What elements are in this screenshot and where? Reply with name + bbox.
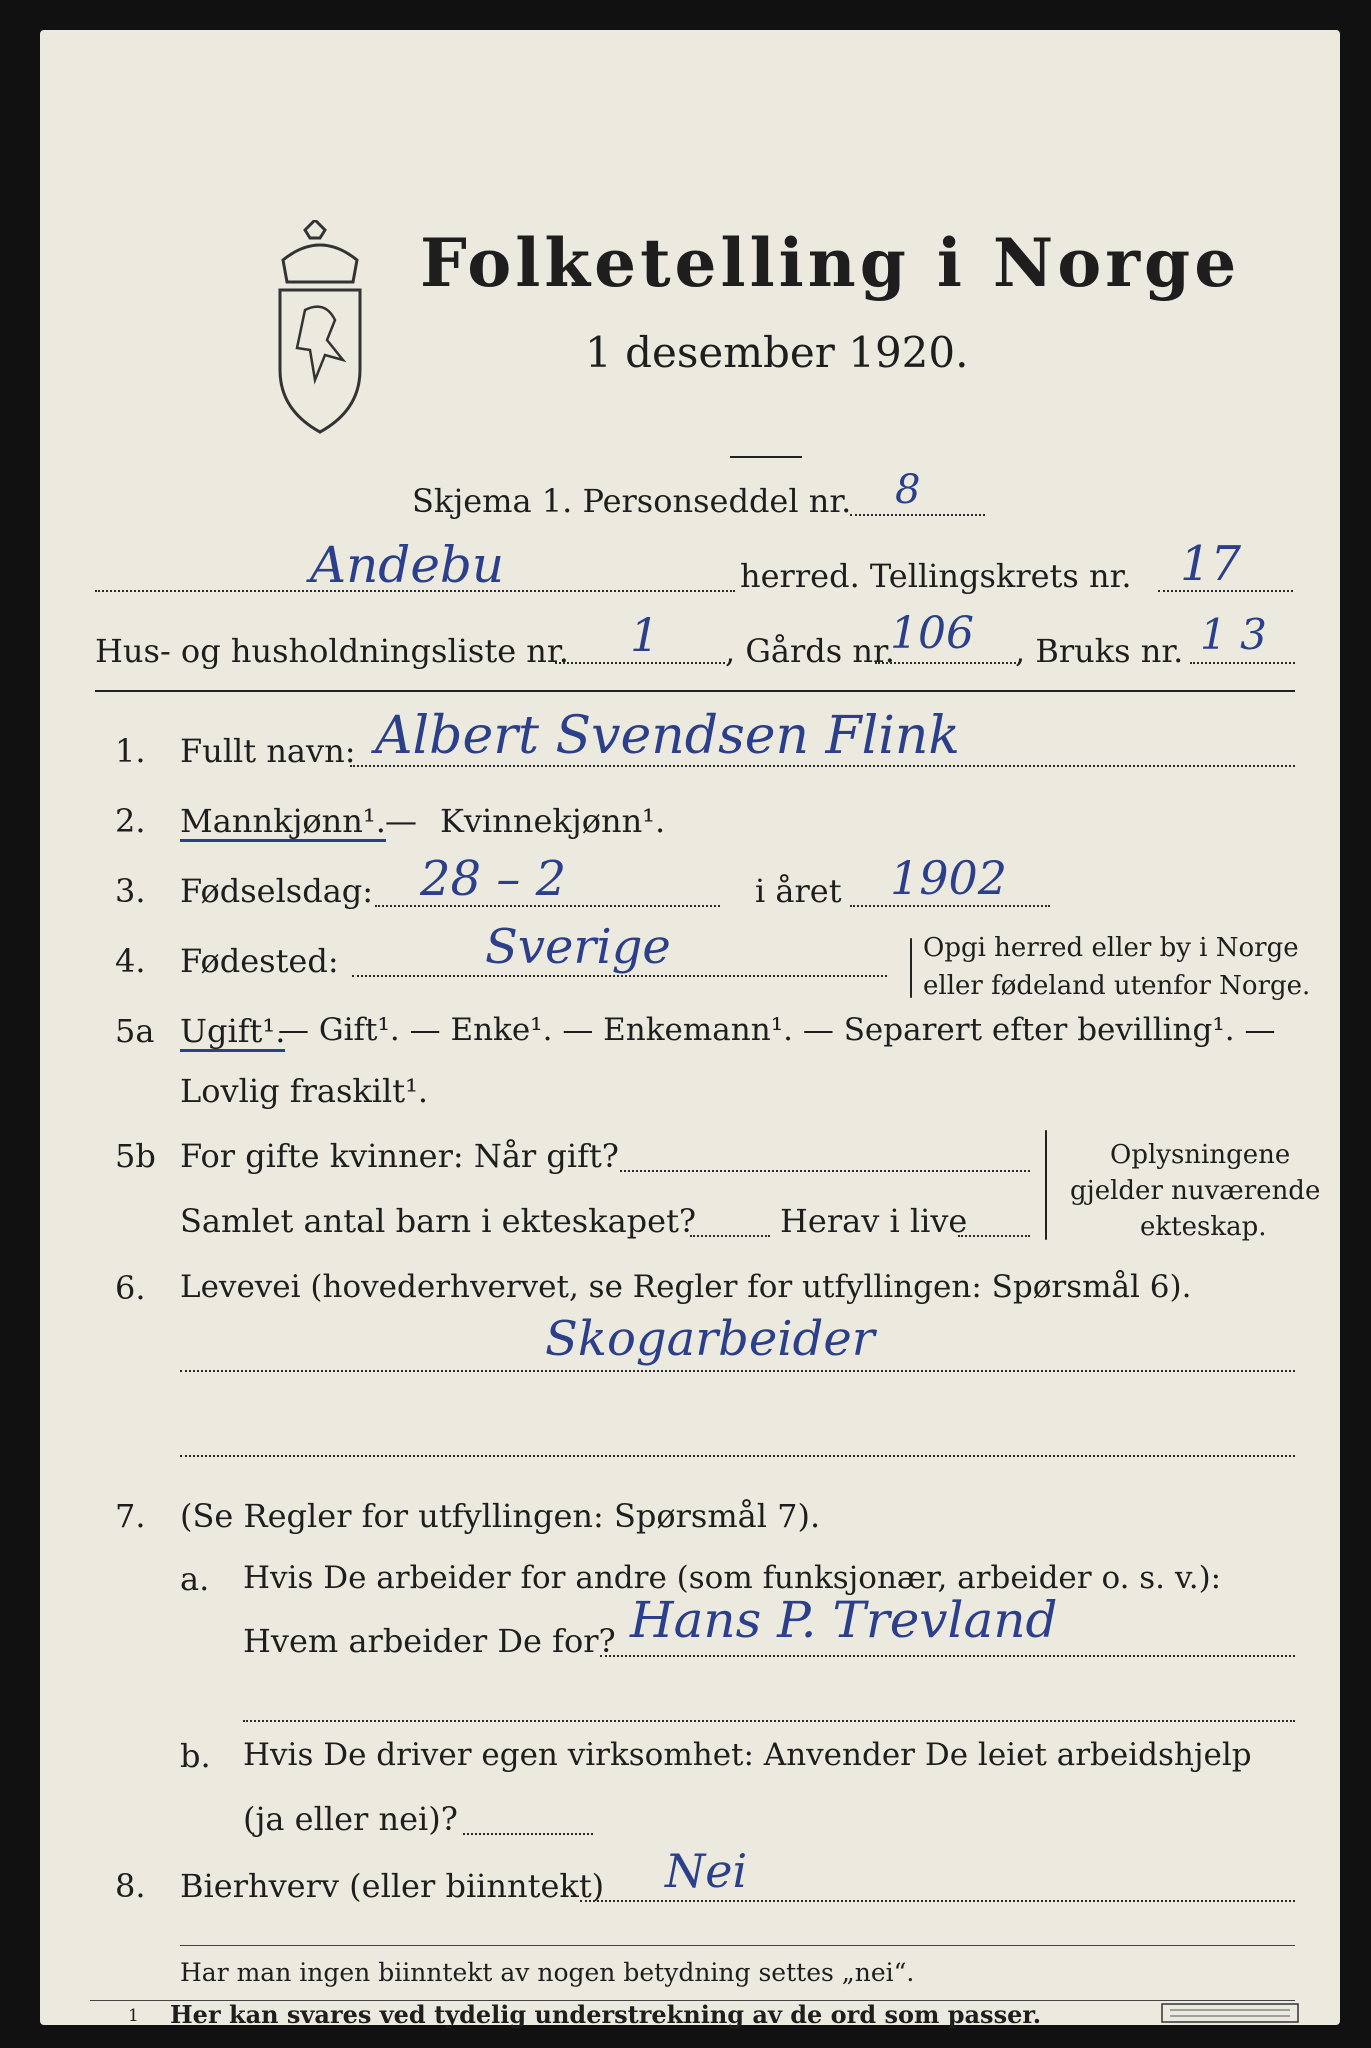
household-list-label: Hus- og husholdningsliste nr.	[95, 632, 569, 670]
bruks-label: , Bruks nr.	[1015, 632, 1184, 670]
schema-number-value: 8	[895, 467, 921, 513]
q5a-ugift: Ugift¹.	[180, 1012, 286, 1050]
q7-label: (Se Regler for utfyllingen: Spørsmål 7).	[180, 1497, 821, 1535]
q7a-question: Hvem arbeider De for?	[243, 1622, 616, 1660]
q7b-question: (ja eller nei)?	[243, 1800, 458, 1838]
household-list-field	[555, 662, 725, 664]
q6-field	[180, 1370, 1295, 1372]
footnote-mark: 1	[128, 2006, 139, 2026]
q5b-number: 5b	[115, 1137, 156, 1175]
q7-number: 7.	[115, 1497, 146, 1535]
household-list-value: 1	[630, 608, 660, 662]
q6-value: Skogarbeider	[545, 1311, 875, 1367]
bruks-field	[1190, 662, 1295, 664]
q3-label: Fødselsdag:	[180, 872, 374, 910]
q3-number: 3.	[115, 872, 146, 910]
q4-value: Sverige	[485, 919, 671, 975]
q4-field	[352, 975, 887, 977]
q5b-married-field	[620, 1170, 1030, 1172]
coat-of-arms-icon	[265, 220, 375, 440]
q2-separator: —	[385, 802, 417, 840]
schema-label: Skjema 1. Personseddel nr.	[412, 482, 852, 520]
q7a-field	[600, 1655, 1295, 1657]
q7a-value: Hans P. Trevland	[630, 1591, 1058, 1649]
q2-male: Mannkjønn¹.	[180, 802, 386, 840]
q5a-number: 5a	[115, 1012, 155, 1050]
census-form	[40, 30, 1340, 2029]
q8-value: Nei	[665, 1844, 748, 1898]
q5b-note-line1: Oplysningene	[1110, 1140, 1291, 1170]
q4-note-line2: eller fødeland utenfor Norge.	[923, 971, 1311, 1001]
herred-value: Andebu	[310, 536, 505, 594]
bruks-value: 1 3	[1200, 610, 1267, 659]
q7b-text: Hvis De driver egen virksomhet: Anvender De leiet arbeidshjelp	[243, 1737, 1252, 1773]
title-rule	[730, 456, 802, 458]
q1-label: Fullt navn:	[180, 732, 356, 770]
q8-number: 8.	[115, 1867, 146, 1905]
footer-note: Har man ingen biinntekt av nogen betydning settes „nei“.	[180, 1958, 915, 1987]
q4-brace	[910, 938, 912, 998]
q6-field-line2	[180, 1455, 1295, 1457]
q5b-children-label: Samlet antal barn i ekteskapet?	[180, 1202, 697, 1240]
q7a-letter: a.	[180, 1560, 210, 1598]
q1-number: 1.	[115, 732, 146, 770]
q5b-note-line2: gjelder nuværende	[1070, 1176, 1321, 1206]
q7b-field	[463, 1833, 593, 1835]
footer-rule	[180, 1945, 1295, 1946]
form-title: Folketelling i Norge	[420, 224, 1241, 302]
q3-date-value: 28 – 2	[420, 851, 567, 907]
q7b-letter: b.	[180, 1737, 211, 1775]
q3-year-field	[850, 905, 1050, 907]
schema-number-field	[850, 514, 985, 516]
q5a-line2: Lovlig fraskilt¹.	[180, 1072, 429, 1110]
q5b-children-field	[690, 1235, 770, 1237]
q4-number: 4.	[115, 942, 146, 980]
q2-number: 2.	[115, 802, 146, 840]
q6-number: 6.	[115, 1269, 146, 1307]
q1-value: Albert Svendsen Flink	[375, 706, 960, 766]
q6-label: Levevei (hovederhvervet, se Regler for utfyllingen: Spørsmål 6).	[180, 1269, 1192, 1305]
q2-female: Kvinnekjønn¹.	[440, 802, 666, 840]
q5a-options: — Gift¹. — Enke¹. — Enkemann¹. — Separert efter bevilling¹. —	[278, 1012, 1276, 1048]
header-rule	[95, 690, 1295, 692]
q4-note-line1: Opgi herred eller by i Norge	[923, 933, 1299, 963]
herred-label: herred. Tellingskrets nr.	[740, 557, 1132, 595]
printer-stamp-icon	[1160, 2002, 1300, 2024]
krets-value: 17	[1180, 536, 1242, 592]
q5b-alive-label: Herav i live	[780, 1202, 968, 1240]
q5b-note-line3: ekteskap.	[1140, 1212, 1267, 1242]
gards-label: , Gårds nr.	[725, 632, 895, 670]
footnote-text: Her kan svares ved tydelig understrekning av de ord som passer.	[170, 2000, 1042, 2029]
q3-year-value: 1902	[890, 851, 1008, 905]
q5b-married-label: For gifte kvinner: Når gift?	[180, 1137, 619, 1175]
q7a-field-line2	[243, 1720, 1295, 1722]
gards-field	[875, 662, 1020, 664]
q3-year-label: i året	[755, 872, 842, 910]
gards-value: 106	[890, 608, 974, 659]
form-date: 1 desember 1920.	[585, 328, 969, 377]
q7a-text: Hvis De arbeider for andre (som funksjonær, arbeider o. s. v.):	[243, 1560, 1222, 1596]
q8-label: Bierhverv (eller biinntekt)	[180, 1867, 605, 1905]
q5b-brace	[1045, 1130, 1047, 1240]
q8-field	[580, 1900, 1295, 1902]
q4-label: Fødested:	[180, 942, 339, 980]
q5b-alive-field	[958, 1235, 1030, 1237]
